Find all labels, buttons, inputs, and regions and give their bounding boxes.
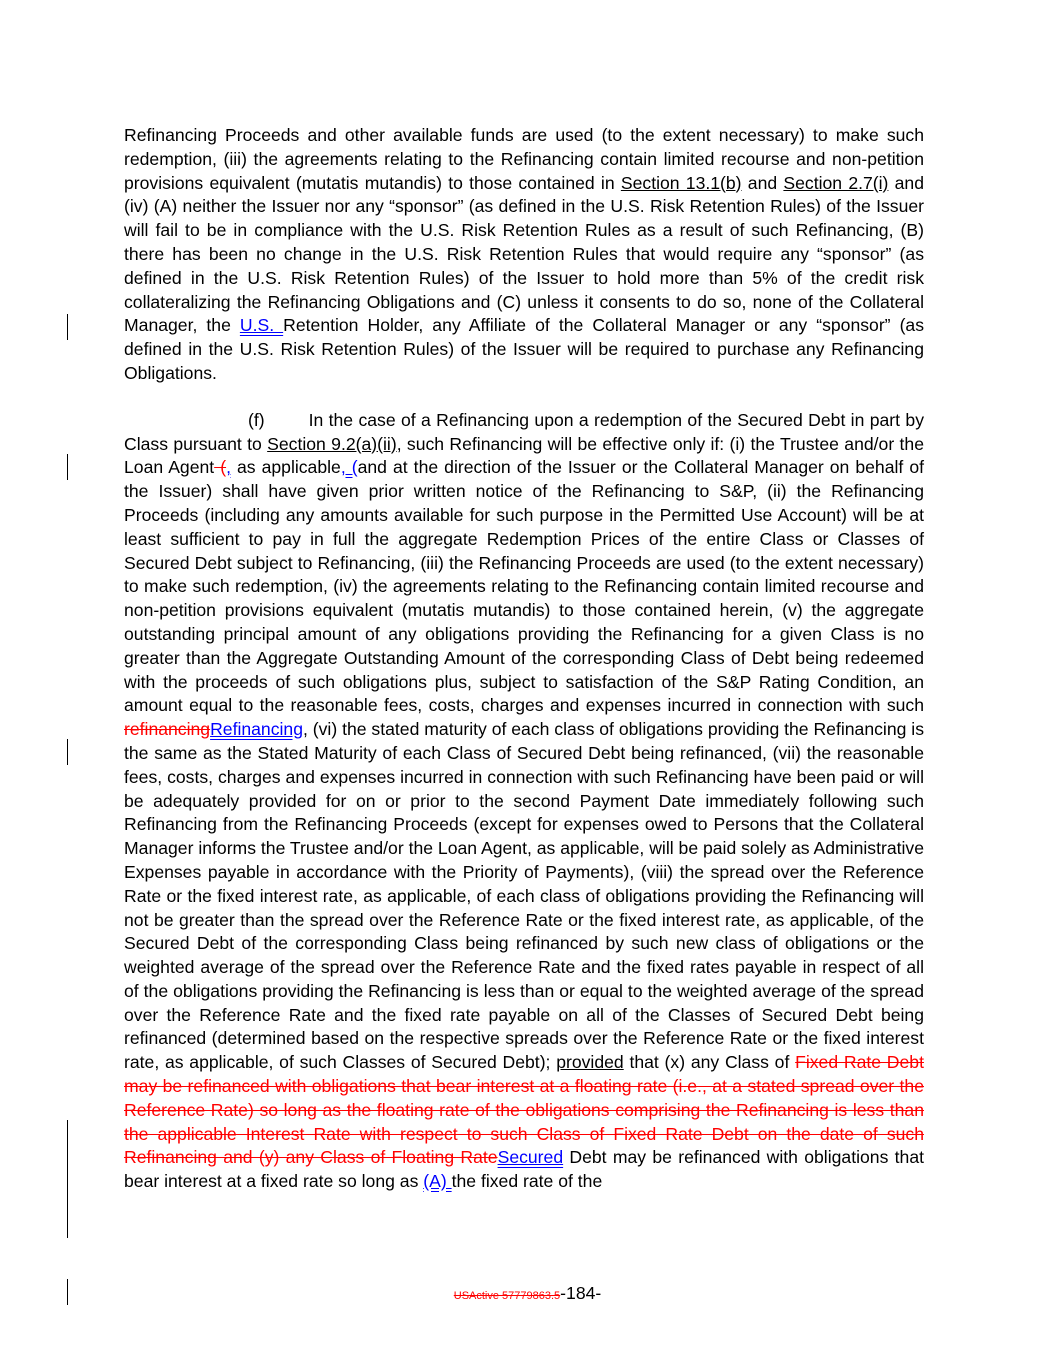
paragraph-f (124, 409, 924, 1194)
inserted-text: Secured (497, 1147, 564, 1168)
clause-label: (f) (248, 409, 265, 430)
text-run: as applicable (230, 457, 341, 478)
text-run: , (vi) the stated maturity of each class of obligations providing the Refinancing is the same as the Stated Maturity of each Class of Secured Debt being refinanced, (vii) the reasonable fees, costs, charges and expenses incurred in connection with such Refinancing have been paid or will be adequately provided for on or prior to the second Payment Date immediately following such Refinancing from the Refinancing Proceeds (except for expenses owed to Persons that the Collateral Manager informs the Trustee and/or the Loan Agent, as applicable, will be paid solely as Administrative Expenses payable in accordance with the Priority of Payments), (viii) the spread over the Reference Rate or the fixed interest rate, as applicable, of each class of obligations providing the Refinancing will not be greater than the spread over the Reference Rate or the fixed interest rate, as applicable, of the Secured Debt of the corresponding Class being refinanced by such new class of obligations or the weighted average of the spread over the Reference Rate and the fixed rates payable in respect of all of the obligations providing the Refinancing is less than or equal to the weighted average of the spread over the Reference Rate and the fixed rate payable on all of the Classes of Secured Debt being refinanced (determined based on the respective spreads over the Reference Rate or the fixed interest rate, as applicable, of such Classes of Secured Debt); (124, 719, 924, 1073)
text-run: , such Refinancing will be effective only if: (i) the Trustee and/or the Loan Agent (124, 433, 924, 478)
inserted-text: , ( (340, 457, 358, 478)
section-reference: Section 13.1(b) (620, 172, 742, 193)
inserted-text: U.S. (239, 315, 284, 336)
section-reference: Section 2.7(i) (783, 172, 889, 193)
text-run: the fixed rate of the (451, 1171, 603, 1192)
document-body (124, 124, 924, 1194)
text-run: that (x) any Class of (623, 1052, 796, 1073)
deleted-text: ( (214, 457, 227, 478)
page-footer (0, 1282, 1055, 1307)
text-run: and (741, 172, 784, 193)
text-run: In the case of a Refinancing upon a redemption of the Secured Debt in part by Class pursuant to (124, 409, 924, 454)
change-bar (67, 454, 68, 480)
text-run: Refinancing Proceeds and other available funds are used (to the extent necessary) to make such redemption, (iii) the agreements relating to the Refinancing contain limited recourse and non-petition provisions equivalent (mutatis mutandis) to those contained in (124, 125, 924, 193)
inserted-text: (A) (423, 1171, 452, 1192)
text-run: Debt may be refinanced with obligations that bear interest at a fixed rate so long as (124, 1147, 924, 1192)
text-run: and (iv) (A) neither the Issuer nor any “sponsor” (as defined in the U.S. Risk Retention Rules) of the Issuer will fail to be in compliance with the U.S. Risk Retention Rules as a result of such Refinancing, (B) there has been no change in the U.S. Risk Retention Rules that would require any “sponsor” (as defined in the U.S. Risk Retention Rules) of the Issuer to hold more than 5% of the credit risk collateralizing the Refinancing Obligations and (C) unless it consents to do so, none of the Collateral Manager, the (124, 172, 925, 336)
provided-term: provided (556, 1052, 624, 1073)
document-id: USActive 57779863.5 (453, 1290, 561, 1302)
paragraph-continuation (124, 124, 924, 386)
change-bar (67, 739, 68, 765)
page-number: -184- (560, 1283, 602, 1303)
change-bar (67, 1120, 68, 1238)
inserted-text: , (226, 457, 231, 478)
text-run: and at the direction of the Issuer or the Collateral Manager on behalf of the Issuer) shall have given prior written notice of the Refinancing to S&P, (ii) the Refinancing Proceeds (including any amounts available for such purpose in the Permitted Use Account) will be at least sufficient to pay in full the aggregate Redemption Prices of the entire Class or Classes of Secured Debt subject to Refinancing, (iii) the Refinancing Proceeds are used (to the extent necessary) to make such redemption, (iv) the agreements relating to the Refinancing contain limited recourse and non-petition provisions equivalent (mutatis mutandis) to those contained herein, (v) the aggregate outstanding principal amount of any obligations providing the Refinancing for a given Class is no greater than the Aggregate Outstanding Amount of the corresponding Class of Debt being redeemed with the proceeds of such obligations plus, subject to satisfaction of the S&P Rating Condition, an amount equal to the reasonable fees, costs, charges and expenses incurred in connection with such (124, 457, 925, 716)
inserted-text: Refinancing (210, 719, 303, 740)
text-run: Retention Holder, any Affiliate of the Collateral Manager or any “sponsor” (as defined in the U.S. Risk Retention Rules) of the Issuer will be required to purchase any Refinancing Obligations. (124, 315, 925, 383)
deleted-text: refinancing (124, 719, 211, 740)
deleted-text: Fixed Rate Debt may be refinanced with obligations that bear interest at a floating rate (i.e., at a stated spread over the Reference Rate) so long as the floating rate of the obligations comprising the Refinancing is less than the applicable Interest Rate with respect to such Class of Fixed Rate Debt on the date of such Refinancing and (y) any Class of Floating Rate (124, 1052, 924, 1168)
section-reference: Section 9.2(a)(ii) (267, 433, 397, 454)
change-bar (67, 314, 68, 340)
